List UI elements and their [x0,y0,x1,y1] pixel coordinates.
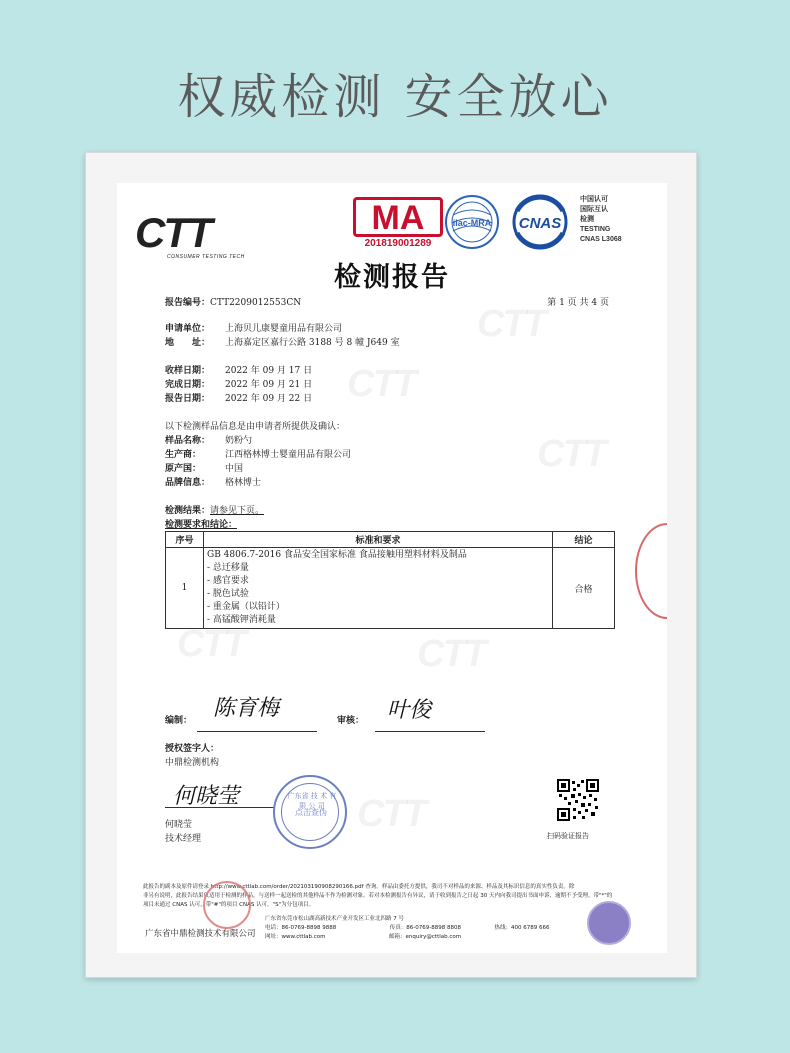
test-report-document [117,183,667,953]
watermark-ctt: CTT [477,303,545,345]
editor-label: 编制： [165,716,193,726]
cma-logo: MA 201819001289 [353,197,443,249]
test-result: 检测结果：请参见下页。 [165,506,265,516]
reviewer-label: 审核： [337,716,365,726]
authorized-org: 中鼎检测机构 [165,758,220,768]
table-header-conclusion: 结论 [553,532,615,548]
sample-intro: 以下检测样品信息是由申请者所提供及确认： [165,422,346,432]
report-number: 报告编号：CTT2209012553CN [165,298,302,308]
qr-code[interactable] [557,779,599,821]
cnas-recognition-text: 中国认可 国际互认 检测 TESTING CNAS L3068 [580,196,622,243]
reviewer-signature: 叶俊 [387,698,432,723]
conclusion-cell: 合格 [553,548,615,629]
red-seal-stamp [635,523,667,619]
table-row [166,548,615,629]
standard-cell: GB 4806.7-2016 食品安全国家标准 食品接触用塑料材料及制品 - 总迁移量 - 感官要求 - 脱色试验 - 重金属（以铅计） - 高锰酸钾消耗量 [204,548,553,629]
red-seal-stamp-small [203,881,251,929]
watermark-ctt: CTT [177,623,245,665]
completed-date: 完成日期： 2022 年 09 月 21 日 [165,380,313,390]
page-info: 第 1 页 共 4 页 [547,298,609,308]
authorized-signature: 何晓莹 [173,784,240,809]
qr-caption: 扫码验证报告 [547,832,589,840]
requirements-table [165,531,615,629]
svg-text:CNAS: CNAS [518,215,562,232]
report-date: 报告日期： 2022 年 09 月 22 日 [165,394,313,404]
company-name: 广东省中鼎检测技术有限公司 [145,929,256,939]
watermark-ctt: CTT [417,633,485,675]
received-date: 收样日期： 2022 年 09 月 17 日 [165,366,313,376]
requirements-label: 检测要求和结论： [165,520,238,530]
reviewer-sig-line [375,731,485,732]
brand-info: 品牌信息： 格林博士 [165,478,262,488]
watermark-ctt: CTT [347,363,415,405]
authorized-label: 授权签字人： [165,744,220,754]
authorized-title: 技术经理 [165,834,202,844]
certification-badge [587,901,631,945]
report-disclaimer: 此报告的副本及原件请登录 http://www.cttlab.com/order/202103190908290166.pdf 查询。样品由委托方提供，我司不对样品的来源、样品及其标识信息的真实性负责。除 非另有说明，此报告结果仅适用于检测的样品，与送样一起送检的其他样品不作为检测对象。若对本检测报告有异议，请于收到报告之日起 30 天内向我司提出书面申诉，逾期不予受理。带"*"的 项目未通过 CNAS 认可，带"#"的项目 CNAS 认可。"S"为分包项目。 [143,884,613,908]
page-headline: 权威检测 安全放心 [177,69,613,125]
svg-text:ilac-MRA: ilac-MRA [452,218,492,228]
watermark-ctt: CTT [537,433,605,475]
table-header-no: 序号 [166,532,204,548]
editor-sig-line [197,731,317,732]
report-title: 检测报告 [334,262,450,293]
manufacturer: 生产商： 江西格林博士婴童用品有限公司 [165,450,352,460]
row-number: 1 [166,548,204,629]
blue-verification-stamp[interactable]: 广东省 技 术 有 限 公 司 点击查伪 [273,775,347,849]
authorized-name: 何晓莹 [165,820,193,830]
company-contact: 广东省东莞市松山湖高新技术产业开发区工业北四路 7 号 电话：86-0769-8898 9888 传真：86-0769-8898 8808 热线：400 6789 666 网址：www.cttlab.com 邮箱：enquiry@cttlab.com [265,916,550,940]
ilac-mra-logo [443,193,501,254]
address: 地 址： 上海嘉定区嘉行公路 3188 号 8 幢 J649 室 [165,338,400,348]
editor-signature: 陈育梅 [213,696,280,721]
table-header-standard: 标准和要求 [204,532,553,548]
sample-name: 样品名称： 奶粉勺 [165,436,253,446]
ctt-logo: CTT CONSUMER TESTING TECH [135,209,245,260]
authorized-sig-line [165,807,275,808]
applicant: 申请单位： 上海贝儿康婴童用品有限公司 [165,324,343,334]
origin-country: 原产国： 中国 [165,464,244,474]
cnas-logo [507,193,573,254]
watermark-ctt: CTT [357,793,425,835]
